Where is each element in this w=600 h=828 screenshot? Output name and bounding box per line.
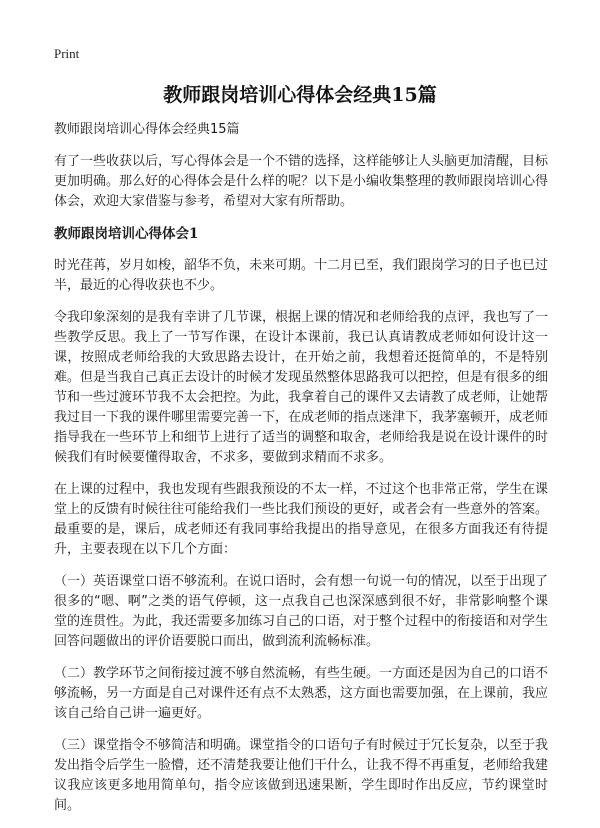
article-title: 教师跟岗培训心得体会经典15篇 (163, 84, 437, 106)
body-paragraph-3: 在上课的过程中，我也发现有些跟我预设的不太一样，不过这个也非常正常，学生在课堂上的反馈有时候往往可能给我们一些比我们预设的更好，或者会有一些意外的答案。最重要的是，课后，成老师还有我同事给我提出的指导意见，在很多方面我还有待提升，主要表现在以下几个方面： (54, 482, 549, 557)
body-paragraph-5: （二）教学环节之间衔接过渡不够自然流畅，有些生硬。一方面还是因为自己的口语不够流畅，另一方面是自己对课件还有点不太熟悉，这方面也需要加强，在上课前，我应该自己给自己讲一遍更好。 (54, 666, 549, 721)
body-paragraph-1: 时光荏苒，岁月如梭，韶华不负，未来可期。十二月已至，我们跟岗学习的日子也已过半，最近的心得收获也不少。 (54, 258, 549, 293)
body-paragraph-4: （一）英语课堂口语不够流利。在说口语时，会有想一句说一句的情况，以至于出现了很多的“嗯、啊”之类的语气停顿，这一点我自己也深深感到很不好，非常影响整个课堂的连贯性。为此，我还需要多加练习自己的口语，对于整个过程中的衔接语和对学生回答问题做出的评价语要脱口而出，做到流利流畅标准。 (54, 574, 549, 649)
article-subtitle: 教师跟岗培训心得体会经典15篇 (54, 122, 240, 137)
intro-paragraph: 有了一些收获以后，写心得体会是一个不错的选择，这样能够让人头脑更加清醒，目标更加明确。那么好的心得体会是什么样的呢？以下是小编收集整理的教师跟岗培训心得体会，欢迎大家借鉴与参考，希望对大家有所帮助。 (54, 154, 549, 209)
print-link[interactable]: Print (54, 46, 80, 61)
body-paragraph-2: 令我印象深刻的是我有幸讲了几节课，根据上课的情况和老师给我的点评，我也写了一些教学反思。我上了一节写作课，在设计本课前，我已认真请教成老师如何设计这一课，按照成老师给我的大致思路去设计，在开始之前，我想着还挺简单的，不是特别难。但是当我自己真正去设计的时候才发现虽然整体思路我可以把控，但是有很多的细节和一些过渡环节我不太会把控。为此，我拿着自己的课件又去请教了成老师，让她帮我过目一下我的课件哪里需要完善一下，在成老师的指点迷津下，我茅塞顿开，成老师指导我在一些环节上和细节上进行了适当的调整和取舍，老师给我是说在设计课件的时候我们有时候要懂得取舍，不求多，要做到求精而不求多。 (54, 310, 549, 465)
section-heading: 教师跟岗培训心得体会1 (54, 226, 199, 242)
article-body (54, 120, 548, 828)
body-paragraph-6: （三）课堂指令不够简洁和明确。课堂指令的口语句子有时候过于冗长复杂，以至于我发出指令后学生一脸懵，还不清楚我要让他们干什么，让我不得不再重复，老师给我建议我应该更多地用简单句，指令应该做到迅速果断，学生即时作出反应，节约课堂时间。 (54, 738, 549, 813)
